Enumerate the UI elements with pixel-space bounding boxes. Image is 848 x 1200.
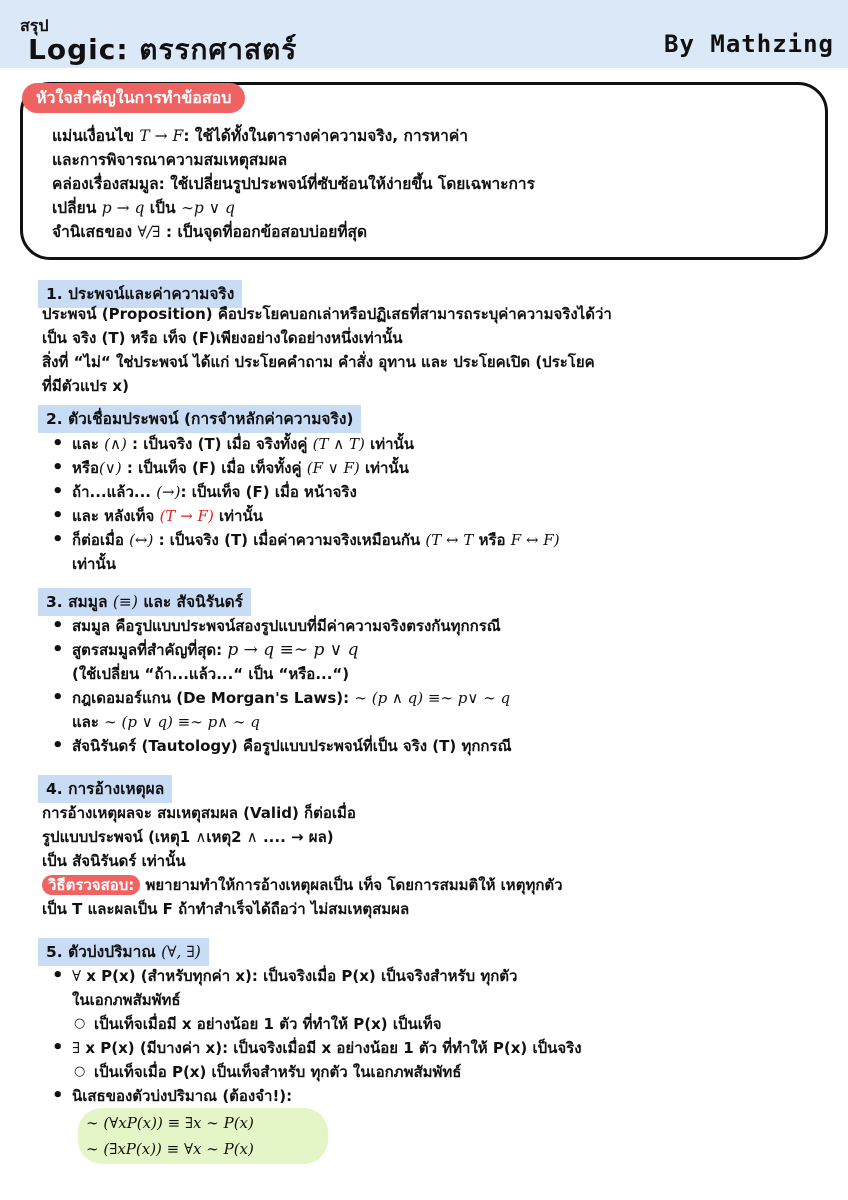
text-line: เป็น T และผลเป็น F ถ้าทำสำเร็จได้ถือว่า ไม่สมเหตุสมผล xyxy=(42,900,410,918)
summary-label: สรุป xyxy=(20,16,49,35)
math-expression: (F ∨ F) xyxy=(306,459,360,477)
list-item: • นิเสธของตัวบ่งปริมาณ (ต้องจำ!): xyxy=(42,1084,832,1108)
list-item-continuation: และ ∼ (p ∨ q) ≡∼ p∧ ∼ q xyxy=(72,713,260,731)
negation-formulas xyxy=(86,1110,254,1162)
list-item: • ∃ x P(x) (มีบางค่า x): เป็นจริงเมื่อมี x อย่างน้อย 1 ตัว ที่ทำให้ P(x) เป็นจริง xyxy=(42,1036,832,1060)
list-item-continuation: เท่านั้น xyxy=(72,555,116,573)
section-1-heading: 1. ประพจน์และค่าความจริง xyxy=(38,280,242,308)
list-item: • สัจนิรันดร์ (Tautology) คือรูปแบบประพจน์ที่เป็น จริง (T) ทุกกรณี xyxy=(42,734,832,758)
math-expression: (T ↔ T xyxy=(425,531,474,549)
list-item-continuation: (ใช้เปลี่ยน “ถ้า...แล้ว...“ เป็น “หรือ...“) xyxy=(72,665,350,683)
key-points-tag: หัวใจสำคัญในการทำข้อสอบ xyxy=(22,83,245,113)
text-line: วิธีตรวจสอบ: พยายามทำให้การอ้างเหตุผลเป็น เท็จ โดยการสมมติให้ เหตุทุกตัว xyxy=(42,873,832,897)
sub-list-item: ○ เป็นเท็จเมื่อมี x อย่างน้อย 1 ตัว ที่ทำให้ P(x) เป็นเท็จ xyxy=(42,1012,832,1036)
text-line: เป็น สัจนิรันดร์ เท่านั้น xyxy=(42,852,186,870)
list-item: • และ (∧) : เป็นจริง (T) เมื่อ จริงทั้งคู่ (T ∧ T) เท่านั้น xyxy=(42,432,832,456)
list-item-continuation: ในเอกภพสัมพัทธ์ xyxy=(72,991,181,1009)
method-tag: วิธีตรวจสอบ: xyxy=(42,875,140,895)
list-item: • สูตรสมมูลที่สำคัญที่สุด: p → q ≡∼ p ∨ q xyxy=(42,638,832,662)
math-expression: F ↔ F) xyxy=(510,531,560,549)
key-points-text xyxy=(52,124,812,244)
list-item: • และ หลังเท็จ (T → F) เท่านั้น xyxy=(42,504,832,528)
section-5-list xyxy=(42,964,832,1108)
math-expression: ∼ (∀xP(x)) ≡ ∃x ∼ P(x) xyxy=(86,1114,254,1132)
author-credit: By Mathzing xyxy=(664,30,834,58)
section-4-body xyxy=(42,801,832,921)
list-item: • กฎเดอมอร์แกน (De Morgan's Laws): ∼ (p ∧ q) ≡∼ p∨ ∼ q xyxy=(42,686,832,710)
math-expression: p → q ≡∼ p ∨ q xyxy=(227,640,359,660)
page-title: Logic: ตรรกศาสตร์ xyxy=(28,33,298,66)
list-item: • หรือ(∨) : เป็นเท็จ (F) เมื่อ เท็จทั้งคู่ (F ∨ F) เท่านั้น xyxy=(42,456,832,480)
list-item: • ถ้า...แล้ว... (→): เป็นเท็จ (F) เมื่อ หน้าจริง xyxy=(42,480,832,504)
section-2-heading: 2. ตัวเชื่อมประพจน์ (การจำหลักค่าความจริง) xyxy=(38,405,361,433)
math-expression: T → F xyxy=(139,127,184,145)
section-3-list xyxy=(42,614,832,758)
section-3-heading: 3. สมมูล (≡) และ สัจนิรันดร์ xyxy=(38,588,251,616)
section-1-body xyxy=(42,302,832,398)
section-2-list xyxy=(42,432,832,576)
key-point-line: คล่องเรื่องสมมูล: ใช้เปลี่ยนรูปประพจน์ที่ซับซ้อนให้ง่ายขึ้น โดยเฉพาะการ xyxy=(52,175,535,193)
text-line: รูปแบบประพจน์ (เหตุ1 ∧เหตุ2 ∧ .... → ผล) xyxy=(42,828,334,846)
key-point-line: จำนิเสธของ ∀/∃ : เป็นจุดที่ออกข้อสอบบ่อยที่สุด xyxy=(52,223,368,241)
text-line: การอ้างเหตุผลจะ สมเหตุสมผล (Valid) ก็ต่อเมื่อ xyxy=(42,804,356,822)
text-line: ประพจน์ (Proposition) คือประโยคบอกเล่าหรือปฏิเสธที่สามารถระบุค่าความจริงได้ว่า xyxy=(42,305,612,323)
math-expression: ∼p ∨ q xyxy=(180,199,235,217)
header-bar xyxy=(0,0,848,68)
key-point-line: และการพิจารณาความสมเหตุสมผล xyxy=(52,151,288,169)
math-expression: ∼ (p ∨ q) ≡∼ p∧ ∼ q xyxy=(104,713,260,731)
section-5-heading: 5. ตัวบ่งปริมาณ (∀, ∃) xyxy=(38,938,209,966)
math-expression: ∼ (∃xP(x)) ≡ ∀x ∼ P(x) xyxy=(86,1140,254,1158)
sub-list-item: ○ เป็นเท็จเมื่อ P(x) เป็นเท็จสำหรับ ทุกตัว ในเอกภพสัมพัทธ์ xyxy=(42,1060,832,1084)
math-expression: p → q xyxy=(101,199,145,217)
section-4-heading: 4. การอ้างเหตุผล xyxy=(38,775,172,803)
math-expression: (T → F) xyxy=(159,507,214,525)
text-line: สิ่งที่ “ไม่“ ใช่ประพจน์ ได้แก่ ประโยคคำถาม คำสั่ง อุทาน และ ประโยคเปิด (ประโยค xyxy=(42,353,595,371)
text-line: ที่มีตัวแปร x) xyxy=(42,377,129,395)
list-item: • ∀ x P(x) (สำหรับทุกค่า x): เป็นจริงเมื่อ P(x) เป็นจริงสำหรับ ทุกตัว xyxy=(42,964,832,988)
math-expression: (T ∧ T) xyxy=(312,435,365,453)
list-item: • ก็ต่อเมื่อ (↔) : เป็นจริง (T) เมื่อค่าความจริงเหมือนกัน (T ↔ T หรือ F ↔ F) xyxy=(42,528,832,552)
key-point-line: เปลี่ยน p → q เป็น ∼p ∨ q xyxy=(52,199,235,217)
list-item: • สมมูล คือรูปแบบประพจน์สองรูปแบบที่มีค่าความจริงตรงกันทุกกรณี xyxy=(42,614,832,638)
math-expression: ∼ (p ∧ q) ≡∼ p∨ ∼ q xyxy=(354,689,511,707)
text-line: เป็น จริง (T) หรือ เท็จ (F)เพียงอย่างใดอย่างหนึ่งเท่านั้น xyxy=(42,329,403,347)
math-expression: ∀/∃ xyxy=(137,223,161,241)
key-point-line: แม่นเงื่อนไข T → F: ใช้ได้ทั้งในตารางค่าความจริง, การหาค่า xyxy=(52,127,468,145)
